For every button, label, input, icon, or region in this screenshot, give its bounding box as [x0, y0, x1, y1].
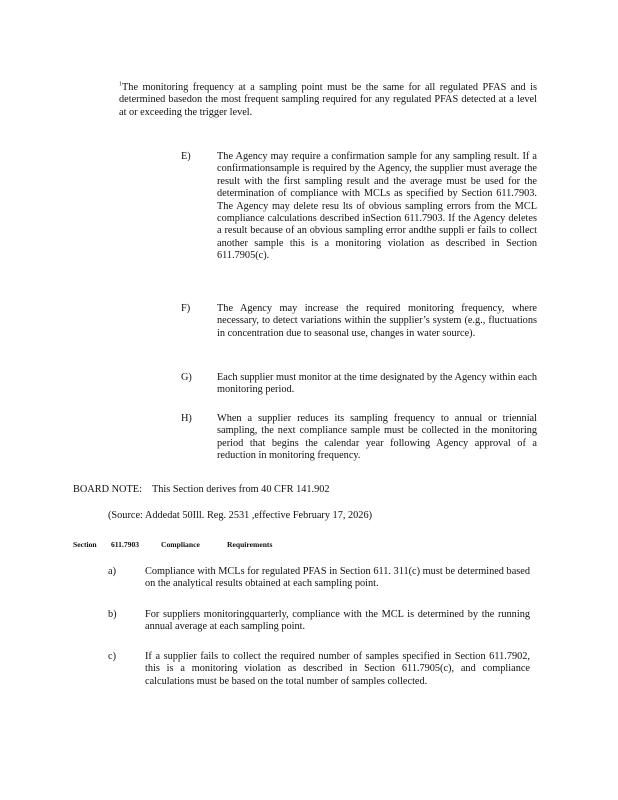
- subsection-label: E): [181, 151, 191, 162]
- subsection-text: Each supplier must monitor at the time designated by the Agency within each monitoring period.: [217, 372, 537, 396]
- subsection-label: F): [181, 303, 191, 314]
- subsection-text: When a supplier reduces its sampling frequency to annual or triennial sampling, the next compliance sample must be collected in the monitoring period that begins the calendar year following Agency approval of a reduction in monitoring frequency.: [217, 413, 537, 462]
- section-title-word-2: Requirements: [227, 540, 273, 549]
- section-heading: [73, 540, 272, 550]
- section-number: 611.7903: [111, 540, 140, 549]
- section-label: Section: [73, 540, 97, 549]
- subsection-text: The Agency may increase the required monitoring frequency, where necessary, to detect variations within the supplier’s system (e.g., fluctuations in concentration due to seasonal use, changes in water source).: [217, 303, 537, 339]
- paragraph-text: For suppliers monitoringquarterly, compliance with the MCL is determined by the running annual average at each sampling point.: [145, 609, 530, 633]
- footnote: [119, 82, 537, 119]
- board-note: [73, 484, 553, 496]
- source-note: (Source: Addedat 50Ill. Reg. 2531 ,effective February 17, 2026): [108, 510, 373, 521]
- paragraph-text: Compliance with MCLs for regulated PFAS in Section 611. 311(c) must be determined based on the analytical results obtained at each sampling point.: [145, 566, 530, 590]
- board-note-label: BOARD NOTE:: [73, 484, 142, 495]
- footnote-marker: 1: [119, 81, 122, 88]
- subsection-text: The Agency may require a confirmation sample for any sampling result. If a confirmationsample is required by the Agency, the supplier must average the result with the first sampling result and the average must be used for the determination of compliance with MCLs as specified by Section 611.7903. The Agency may delete resu lts of obvious sampling errors from the MCL compliance calculations described inSection 611.7903. If the Agency deletes a result because of an obvious sampling error andthe suppli er fails to collect another sample this is a monitoring violation as described in Section 611.7905(c).: [217, 151, 537, 262]
- subsection-label: H): [181, 413, 192, 424]
- paragraph-label: a): [108, 566, 116, 577]
- paragraph-label: b): [108, 609, 117, 620]
- board-note-text: This Section derives from 40 CFR 141.902: [151, 484, 330, 495]
- paragraph-label: c): [108, 651, 116, 662]
- footnote-text: The monitoring frequency at a sampling point must be the same for all regulated PFAS and is determined basedon the most frequent sampling required for any regulated PFAS detected at a level at or exceeding the trigger level.: [119, 82, 537, 118]
- subsection-label: G): [181, 372, 192, 383]
- paragraph-text: If a supplier fails to collect the required number of samples specified in Section 611.7902, this is a monitoring violation as described in Section 611.7905(c), and compliance calculations must be based on the total number of samples collected.: [145, 651, 530, 687]
- section-title-word-1: Compliance: [161, 540, 200, 549]
